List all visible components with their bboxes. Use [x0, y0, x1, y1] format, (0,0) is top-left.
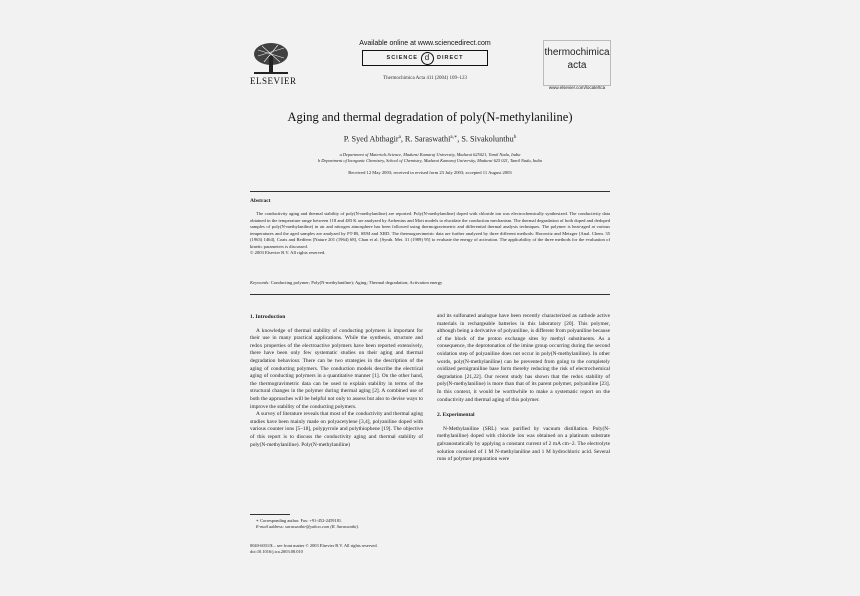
section-heading: 1. Introduction — [250, 314, 286, 320]
affiliation-a: a Department of Materials Science, Madurai Kamaraj University, Madurai 625021, Tamil Nadu, India — [339, 152, 521, 157]
paragraph: N-Methylaniline (SRL) was purified by vacuum distillation. Poly(N-methylaniline) doped with chloride ion was obtained on a platinum substrate galvanostatically by applying a constant current of 2 mA cm−2. The electrolyte solution consisted of 1 M N-methylaniline and 1 M hydrochloric acid. Several runs of polymer preparation were — [437, 425, 610, 463]
author-name: P. Syed Abthagir — [343, 134, 399, 144]
abstract-copyright: © 2003 Elsevier B.V. All rights reserved. — [250, 250, 326, 255]
paper-page — [230, 30, 630, 568]
journal-logo — [543, 40, 611, 86]
right-column — [437, 313, 610, 464]
journal-citation: Thermochimica Acta 411 (2004) 109–123 — [383, 76, 467, 81]
issn: 0040-6031/$ – see front matter © 2003 Elsevier B.V. All rights reserved. — [250, 543, 378, 548]
footnote-divider — [250, 514, 290, 515]
sd-logo-right: DIRECT — [436, 55, 464, 61]
author-separator: , — [400, 134, 405, 144]
divider — [250, 294, 610, 295]
journal-header — [350, 40, 500, 81]
front-matter — [250, 543, 440, 555]
section-heading: 2. Experimental — [437, 412, 475, 419]
divider — [250, 191, 610, 192]
author-mark: b — [513, 135, 517, 140]
journal-name-line1: thermochimica — [544, 47, 610, 58]
author-list — [230, 134, 630, 144]
affiliation-b: b Department of Inorganic Chemistry, School of Chemistry, Madurai Kamaraj University, Madurai 625 021, Tamil Nadu, India — [318, 158, 542, 163]
paragraph: A survey of literature reveals that most of the conductivity and thermal aging studies have been mainly made on polyacetylene [3,4], polyaniline doped with various counter ions [5–18], polypyrrole and polythiophene [19]. The objective of this report is to discuss the conductivity aging and thermal stability of poly(N-methylaniline). Poly(N-methylaniline) — [250, 411, 423, 448]
elsevier-tree-icon — [250, 42, 292, 76]
keywords — [250, 280, 610, 285]
sd-logo-left: SCIENCE — [386, 55, 418, 61]
sciencedirect-logo — [362, 50, 488, 66]
left-column — [250, 314, 423, 449]
author-separator: , — [457, 134, 462, 144]
doi: doi:10.1016/j.tca.2003.08.010 — [250, 549, 303, 554]
elsevier-logo — [250, 42, 297, 86]
email-address: E-mail address: saraswathir@yahoo.com (R. Saraswathi). — [256, 524, 360, 529]
journal-url: www.elsevier.com/locate/tca — [548, 85, 606, 90]
publisher-wordmark: ELSEVIER — [250, 76, 297, 86]
paragraph: and its sulfonated analogue have been recently characterized as cathode active materials in rechargeable batteries in this laboratory [20]. This polymer, although being a derivative of polyaniline, is different from polyaniline because of the block of the proton exchange sites by methyl substituents. As a consequence, the deprotonation of the imine group occurring during the second oxidation step of polyaniline does not occur in poly(N-methylaniline). In other words, poly(N-methylaniline) can be prevented from going to the completely oxidized pernigraniline base form thereby reducing the risk of electrochemical degradation [21,22]. Our recent study has shown that the redox stability of poly(N-methylaniline) is more than that of its parent polymer, polyaniline [23]. In this context, it would be worthwhile to make a systematic report on the conductivity and thermal aging of this polymer. — [437, 313, 610, 403]
paragraph: A knowledge of thermal stability of conducting polymers is important for their use in many practical applications. While the synthesis, structure and redox properties of the electroactive polymers have been reported extensively, there have been only few systematic studies on their aging and thermal degradation behaviour. There can be two strategies in the description of the aging of conducting polymers. The conduction models describe the electrical aging of conducting polymers in a quantitative manner [1]. On the other hand, the thermogravimetric data can be used to explain stability in terms of the structural changes in the polymer during thermal aging [2]. A combined use of both the approaches will be helpful not only to assess but also to devise ways to improve the stability of the conducting polymers. — [250, 327, 423, 410]
abstract-heading: Abstract — [250, 198, 271, 204]
available-online: Available online at www.sciencedirect.com — [359, 40, 491, 47]
author-mark: a,∗ — [450, 135, 458, 140]
corresponding-author: ∗ Corresponding author. Fax: +91-452-2459181. — [256, 518, 343, 523]
author-mark: a — [398, 135, 401, 140]
abstract-text: The conductivity aging and thermal stability of poly(N-methylaniline) are reported. Poly(N-methylaniline) doped with chloride ion was electrochemically synthesized. The conductivity data obtained in the temperature range between 118 and 483 K are analyzed by Arrhenius and Mott models to elucidate the conduction mechanism. The thermal degradation of both doped and dedoped samples of poly(N-methylaniline) in air and nitrogen atmosphere has been followed using thermogravimetric and differential thermal analysis techniques. The polymer is heat-aged at various temperatures and the aged samples are analyzed by FT-IR, SEM and XRD. The thermogravimetric data are further analyzed by three different methods: Horowitz and Metzger [Anal. Chem. 35 (1963) 1464], Coats and Redfern [Nature 201 (1964) 68], Chan et al. [Synth. Met. 31 (1989) 95] to evaluate the energy of activation. The applicability of the three methods for the evaluation of kinetic parameters is discussed. — [250, 211, 610, 249]
abstract-body — [250, 211, 610, 257]
received-dates: Received 12 May 2003; received in revised form 23 July 2003; accepted 11 August 2003 — [348, 170, 512, 175]
keywords-list: Conducting polymer; Poly(N-methylaniline); Aging; Thermal degradation; Activation energy — [270, 280, 443, 285]
sd-logo-mark: d — [421, 52, 434, 65]
author-name: R. Saraswathi — [404, 134, 451, 144]
keywords-label: Keywords: — [250, 280, 270, 285]
journal-name-line2: acta — [567, 59, 587, 71]
author-name: S. Sivakolunthu — [461, 134, 514, 144]
footnotes — [250, 518, 423, 530]
article-title: Aging and thermal degradation of poly(N-methylaniline) — [287, 110, 573, 124]
